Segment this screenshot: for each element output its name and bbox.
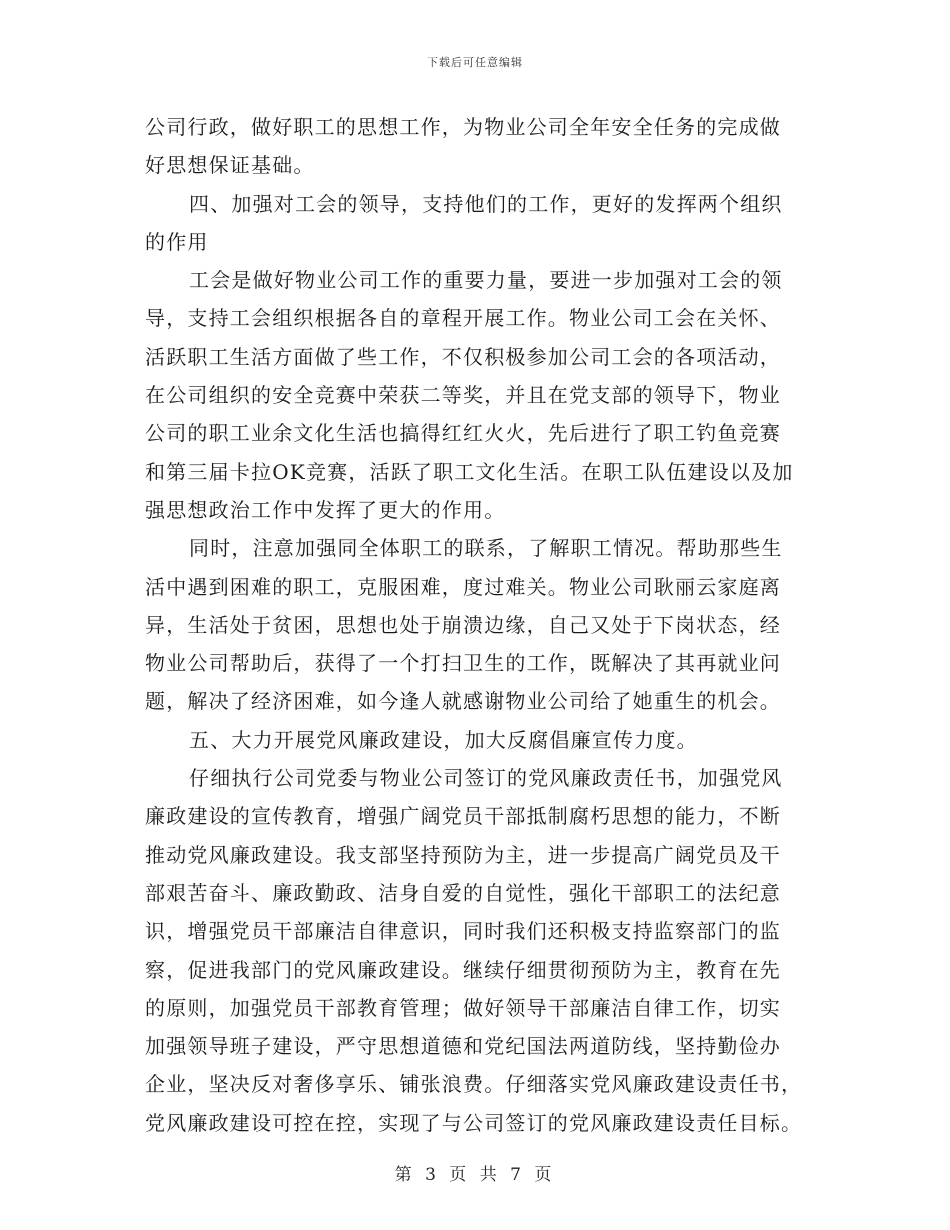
text-line: 和第三届卡拉OK竞赛，活跃了职工文化生活。在职工队伍建设以及加 <box>145 459 794 484</box>
text-line: 导，支持工会组织根据各自的章程开展工作。物业公司工会在关怀、 <box>145 306 781 331</box>
text-line: 企业，坚决反对奢侈享乐、铺张浪费。仔细落实党风廉政建设责任书， <box>145 1072 803 1097</box>
text-line: 公司行政，做好职工的思想工作，为物业公司全年安全任务的完成做 <box>145 115 781 139</box>
page-header: 下载后可任意编辑 <box>427 56 523 69</box>
text-line: 的作用 <box>145 229 209 254</box>
text-line: 物业公司帮助后，获得了一个打扫卫生的工作，既解决了其再就业问 <box>145 651 781 676</box>
text-line: 仔细执行公司党委与物业公司签订的党风廉政责任书，加强党风 <box>189 766 783 791</box>
text-line: 同时，注意加强同全体职工的联系，了解职工情况。帮助那些生 <box>189 536 783 561</box>
text-line: 推动党风廉政建设。我支部坚持预防为主，进一步提高广阔党员及干 <box>145 842 781 867</box>
text-line: 识，增强党员干部廉洁自律意识，同时我们还积极支持监察部门的监 <box>145 919 781 944</box>
text-line: 四、加强对工会的领导，支持他们的工作，更好的发挥两个组织 <box>189 191 783 216</box>
text-line: 廉政建设的宣传教育，增强广阔党员干部抵制腐朽思想的能力，不断 <box>145 804 781 829</box>
text-line: 工会是做好物业公司工作的重要力量，要进一步加强对工会的领 <box>189 268 783 293</box>
text-line: 异，生活处于贫困，思想也处于崩溃边缘，自己又处于下岗状态，经 <box>145 612 781 637</box>
text-line: 在公司组织的安全竞赛中荣获二等奖，并且在党支部的领导下，物业 <box>145 383 781 408</box>
text-line: 公司的职工业余文化生活也搞得红红火火，先后进行了职工钓鱼竞赛 <box>145 421 781 446</box>
text-line: 题，解决了经济困难，如今逢人就感谢物业公司给了她重生的机会。 <box>145 689 781 714</box>
text-line: 的原则，加强党员干部教育管理；做好领导干部廉洁自律工作，切实 <box>145 995 781 1020</box>
text-line: 党风廉政建设可控在控，实现了与公司签订的党风廉政建设责任目标。 <box>145 1110 803 1135</box>
text-line: 强思想政治工作中发挥了更大的作用。 <box>145 497 506 522</box>
text-line: 活中遇到困难的职工，克服困难，度过难关。物业公司耿丽云家庭离 <box>145 574 781 599</box>
document-body <box>145 108 805 1142</box>
text-line: 察，促进我部门的党风廉政建设。继续仔细贯彻预防为主，教育在先 <box>145 957 781 982</box>
text-line: 活跃职工生活方面做了些工作，不仅积极参加公司工会的各项活动， <box>145 344 781 369</box>
text-line: 好思想保证基础。 <box>145 153 315 178</box>
text-line: 部艰苦奋斗、廉政勤政、洁身自爱的自觉性，强化干部职工的法纪意 <box>145 880 781 905</box>
text-line: 五、大力开展党风廉政建设，加大反腐倡廉宣传力度。 <box>189 727 698 752</box>
text-line: 加强领导班子建设，严守思想道德和党纪国法两道防线，坚持勤俭办 <box>145 1034 781 1059</box>
page-footer: 第 3 页 共 7 页 <box>394 1165 556 1185</box>
